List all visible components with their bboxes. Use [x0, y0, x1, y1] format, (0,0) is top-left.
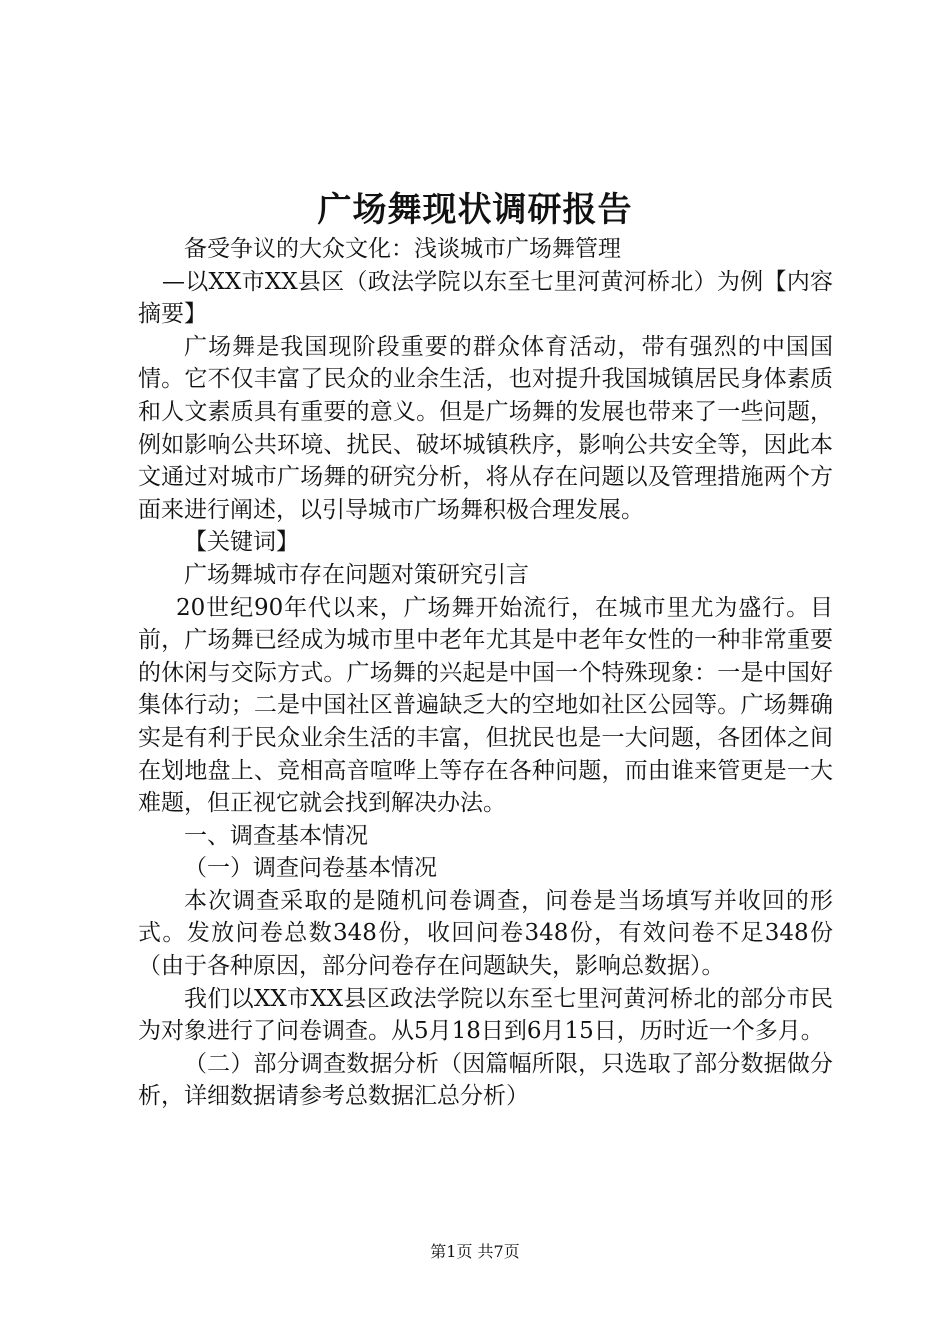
keywords-heading: 【关键词】: [184, 529, 299, 556]
document-title: 广场舞现状调研报告: [317, 190, 633, 230]
survey-scope-paragraph: 我们以XX市XX县区政法学院以东至七里河黄河桥北的部分市民为对象进行了问卷调查。从5月18日到6月15日，历时近一个多月。: [138, 985, 833, 1045]
subsection-heading-1: （一）调查问卷基本情况: [184, 855, 437, 882]
document-body: [138, 233, 833, 1113]
subtitle-scope-paragraph: —以XX市XX县区（政法学院以东至七里河黄河桥北）为例【内容摘要】: [138, 268, 833, 328]
page-number-footer: 第1页 共7页: [430, 1242, 520, 1261]
keywords-paragraph: 广场舞城市存在问题对策研究引言: [184, 561, 529, 588]
section-heading-1: 一、调查基本情况: [184, 822, 368, 849]
subtitle-paragraph: 备受争议的大众文化：浅谈城市广场舞管理: [184, 236, 621, 262]
introduction-paragraph: 20世纪90年代以来，广场舞开始流行，在城市里尤为盛行。目前，广场舞已经成为城市里中老年尤其是中老年女性的一种非常重要的休闲与交际方式。广场舞的兴起是中国一个特殊现象：一是中国好集体行动；二是中国社区普遍缺乏大的空地如社区公园等。广场舞确实是有利于民众业余生活的丰富，但扰民也是一大问题，各团体之间在划地盘上、竞相高音喧哗上等存在各种问题，而由谁来管更是一大难题，但正视它就会找到解决办法。: [138, 594, 833, 817]
survey-method-paragraph: 本次调查采取的是随机问卷调查，问卷是当场填写并收回的形式。发放问卷总数348份，收回问卷348份，有效问卷不足348份（由于各种原因，部分问卷存在问题缺失，影响总数据）。: [138, 887, 833, 980]
abstract-paragraph: 广场舞是我国现阶段重要的群众体育活动，带有强烈的中国国情。它不仅丰富了民众的业余生活，也对提升我国城镇居民身体素质和人文素质具有重要的意义。但是广场舞的发展也带来了一些问题，例如影响公共环境、扰民、破坏城镇秩序，影响公共安全等，因此本文通过对城市广场舞的研究分析，将从存在问题以及管理措施两个方面来进行阐述，以引导城市广场舞积极合理发展。: [138, 333, 833, 523]
subsection-heading-2: （二）部分调查数据分析（因篇幅所限，只选取了部分数据做分析，详细数据请参考总数据汇总分析）: [138, 1050, 833, 1110]
